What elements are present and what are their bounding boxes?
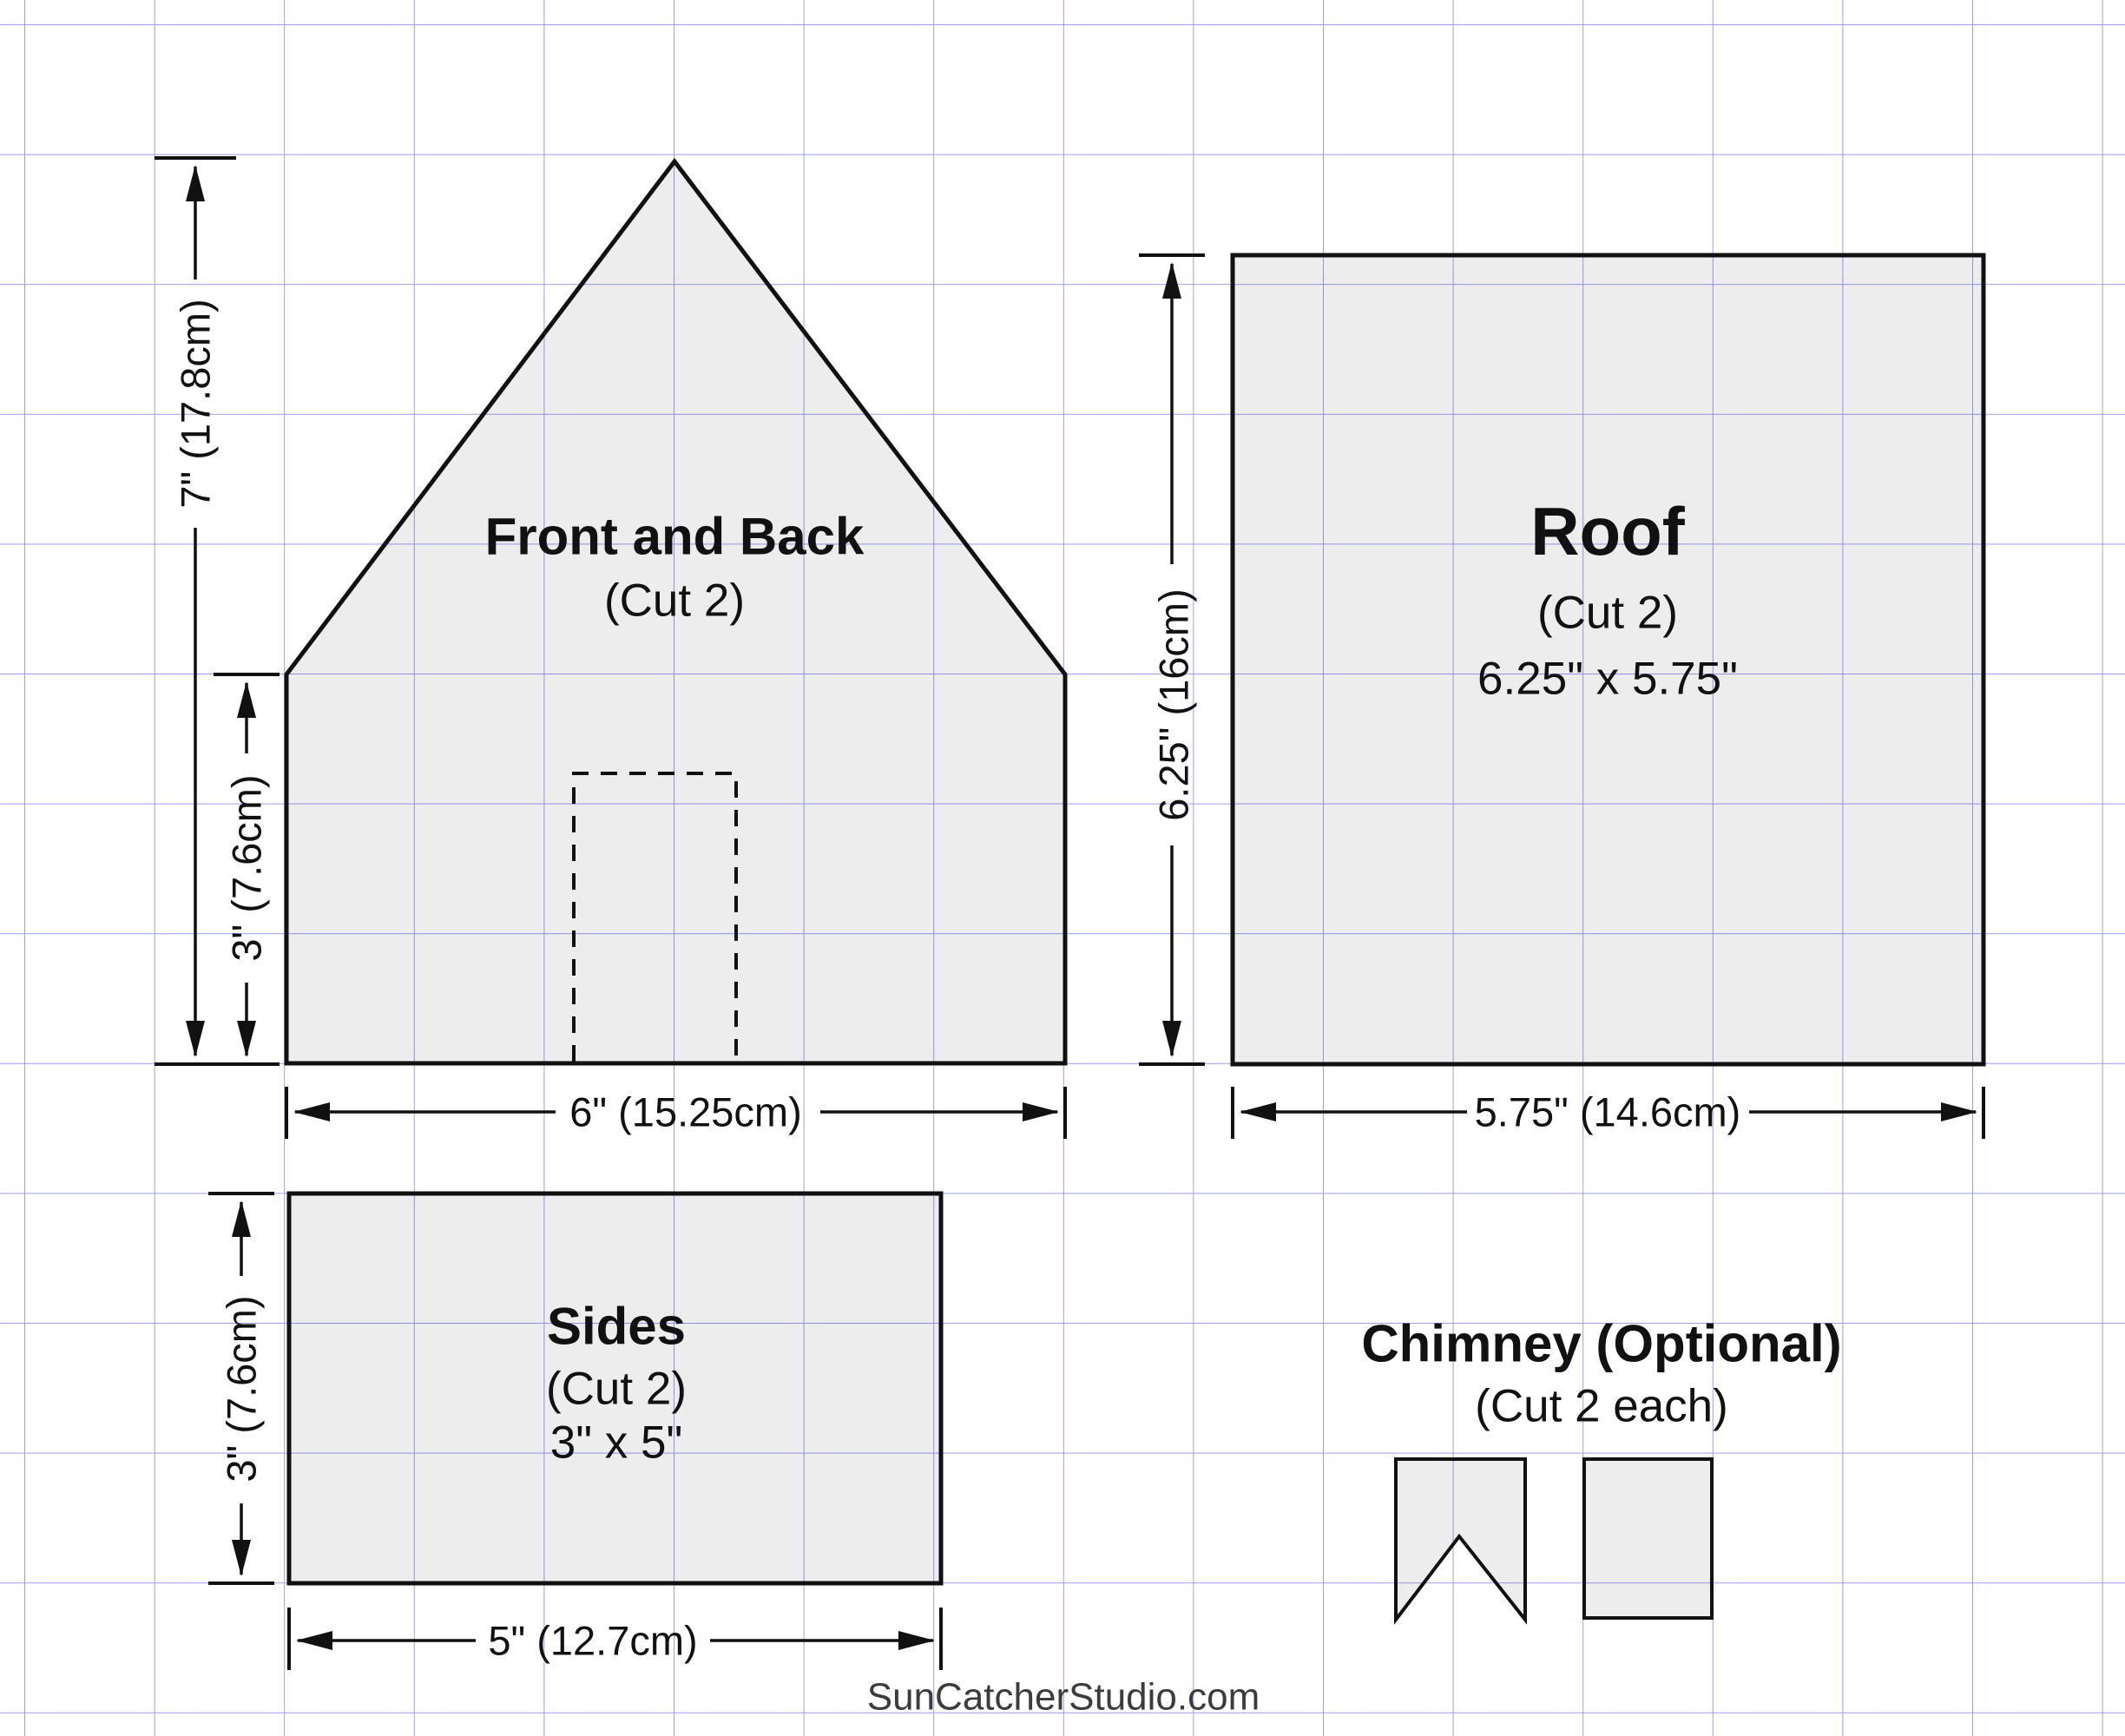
sides-size-label: 3" x 5"	[549, 1417, 683, 1469]
chimney-title: Chimney (Optional)	[1361, 1314, 1842, 1373]
dim-3in-sides-label: 3" (7.6cm)	[218, 1295, 265, 1483]
roof-subtitle: (Cut 2)	[1537, 587, 1678, 639]
sides-subtitle: (Cut 2)	[546, 1363, 687, 1415]
roof-size-label: 6.25" x 5.75"	[1477, 653, 1738, 705]
dim-6in-label: 6" (15.25cm)	[569, 1088, 802, 1135]
front-back-subtitle: (Cut 2)	[604, 575, 745, 627]
dim-625-label: 6.25" (16cm)	[1150, 589, 1197, 821]
dim-575-label: 5.75" (14.6cm)	[1474, 1088, 1741, 1135]
dim-5in-label: 5" (12.7cm)	[488, 1617, 698, 1664]
sides-title: Sides	[546, 1297, 687, 1356]
chimney-subtitle: (Cut 2 each)	[1475, 1380, 1728, 1432]
front-back-title: Front and Back	[484, 507, 865, 566]
dim-7in-label: 7" (17.8cm)	[172, 299, 219, 509]
watermark-text: SunCatcherStudio.com	[866, 1675, 1260, 1719]
roof-title: Roof	[1530, 493, 1685, 569]
dim-3in-wall-label: 3" (7.6cm)	[223, 774, 270, 962]
chimney-plain-piece-outline	[1584, 1459, 1712, 1618]
